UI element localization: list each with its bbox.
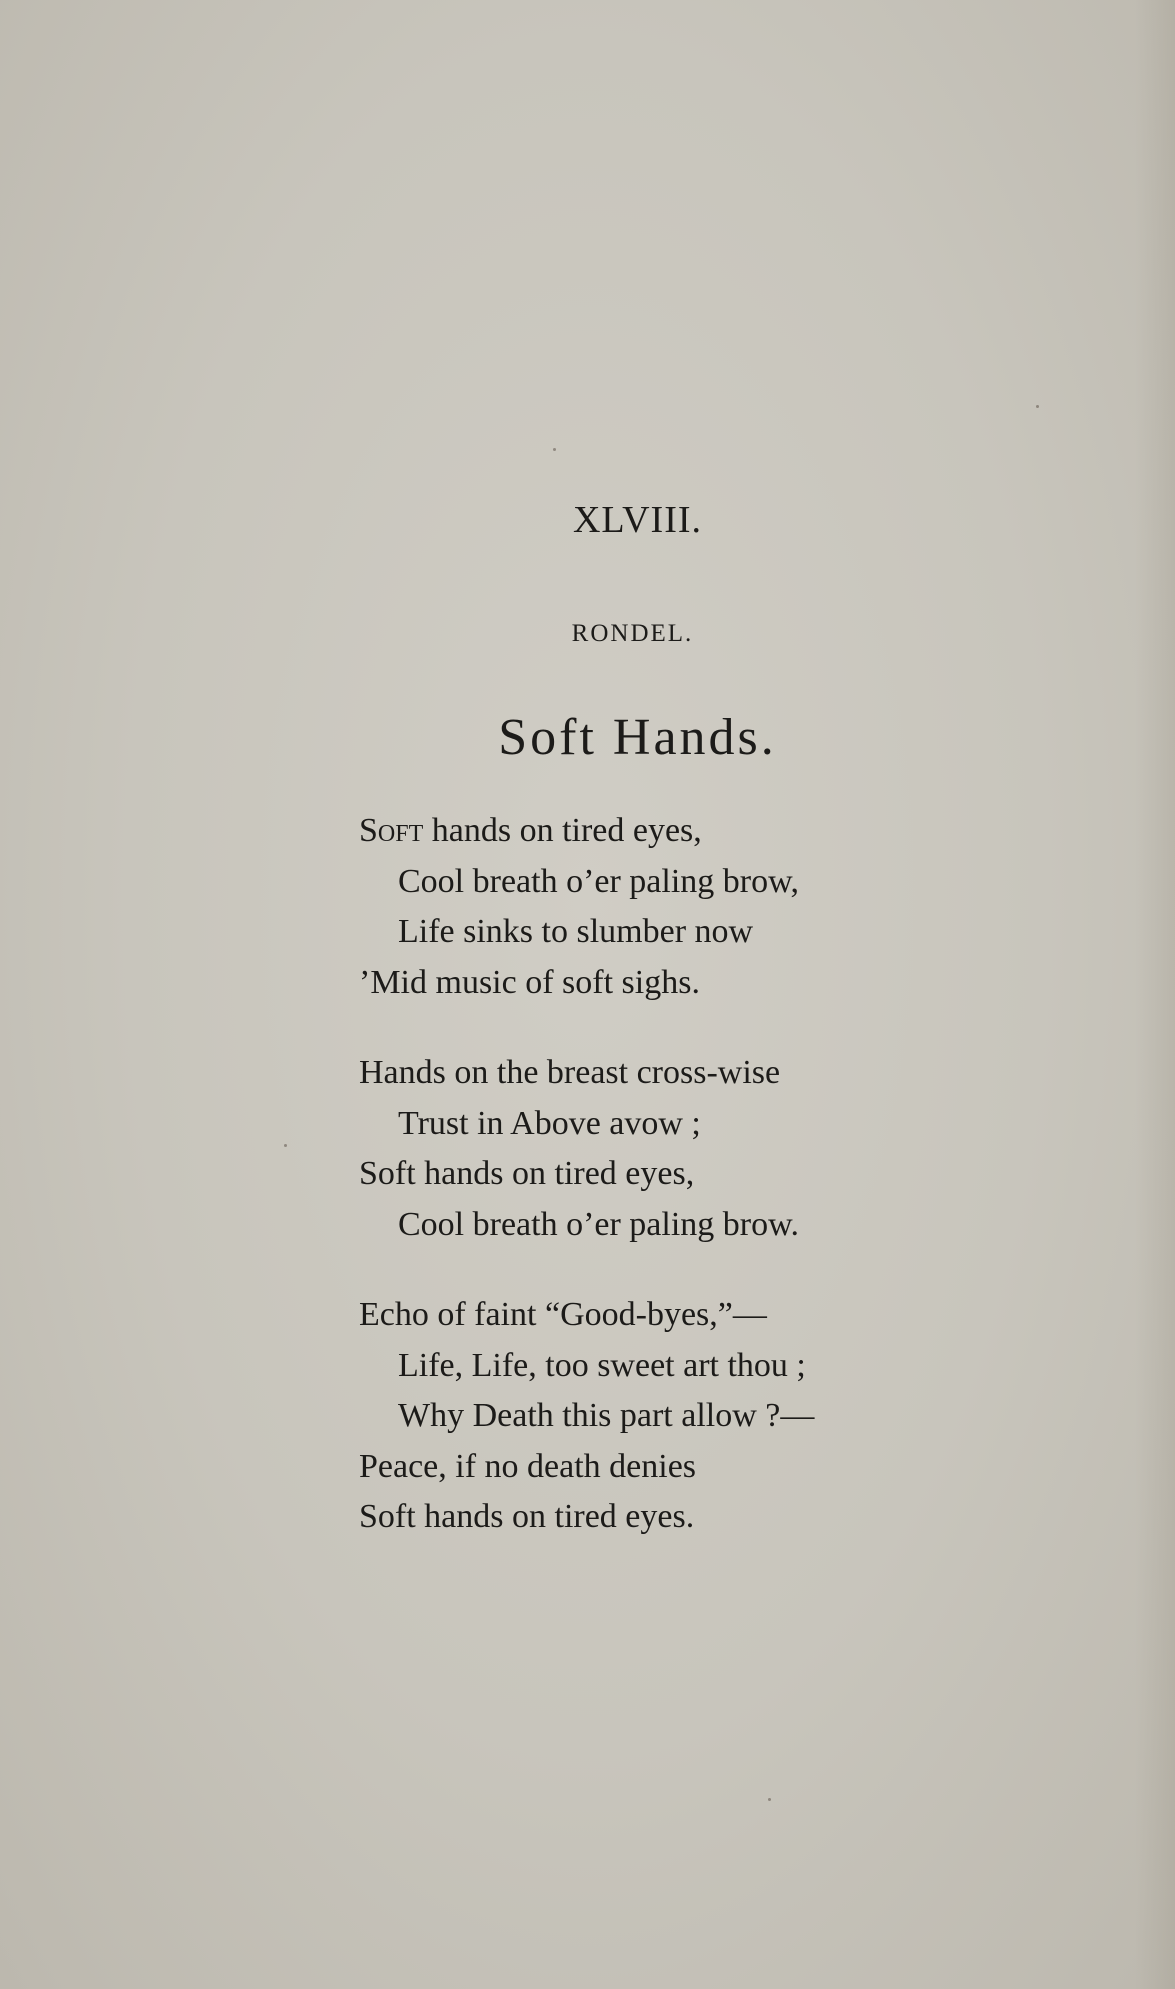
poem-line: Why Death this part allow ?—: [398, 1397, 815, 1434]
poem-body: [359, 806, 959, 1543]
poem-line: Cool breath o’er paling brow.: [398, 1205, 799, 1243]
stanza-gap: [359, 1008, 959, 1048]
poem-line: [359, 806, 959, 857]
stanza-3: [359, 1290, 959, 1543]
poem-line: Soft hands on tired eyes,: [359, 1155, 695, 1192]
poem-line: Life sinks to slumber now: [398, 913, 754, 950]
poem-line: Trust in Above avow ;: [398, 1104, 701, 1142]
paper-speck: [284, 1144, 287, 1147]
poem-line: Life, Life, too sweet art thou ;: [398, 1346, 806, 1384]
poem-form-label: RONDEL.: [571, 620, 694, 647]
poem-line: Soft hands on tired eyes.: [359, 1498, 695, 1535]
paper-speck: [553, 448, 556, 451]
paper-speck: [1036, 405, 1039, 408]
page-edge-shadow: [1135, 0, 1175, 1989]
stanza-1: [359, 806, 959, 1008]
poem-number: XLVIII.: [572, 499, 703, 541]
poem-title: Soft Hands.: [498, 709, 777, 766]
poem-line: ’Mid music of soft sighs.: [359, 963, 700, 1001]
drop-word: Soft: [359, 812, 424, 849]
stanza-2: [359, 1048, 959, 1250]
stanza-gap: [359, 1250, 959, 1290]
poem-line: Hands on the breast cross-wise: [359, 1054, 781, 1091]
poem-line: Peace, if no death denies: [359, 1447, 697, 1485]
line-text: hands on tired eyes,: [423, 812, 702, 849]
poem-line: Echo of faint “Good-byes,”—: [359, 1296, 767, 1333]
paper-speck: [768, 1798, 771, 1801]
poem-line: Cool breath o’er paling brow,: [398, 862, 799, 900]
